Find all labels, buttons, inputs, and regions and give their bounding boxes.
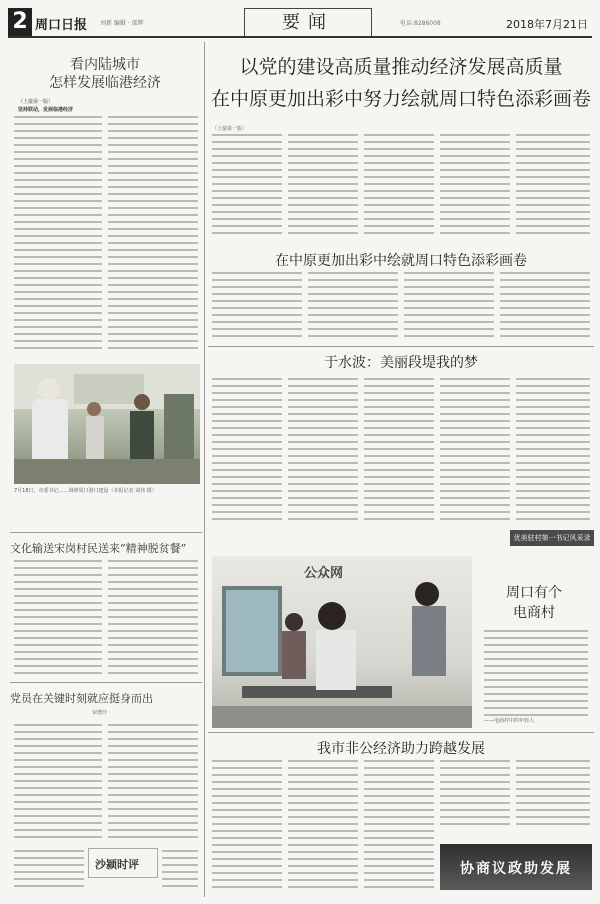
main-body-col4 — [440, 134, 510, 242]
ecommerce-body — [484, 630, 588, 720]
main-headline-1: 以党的建设高质量推动经济发展高质量 — [239, 56, 563, 78]
ecommerce-caption: ——电商村中的年轻人 — [484, 718, 535, 724]
article3-body-col2 — [108, 724, 198, 844]
editors-line: 刘新 编辑 · 邵辉 — [100, 20, 144, 27]
page-header — [8, 8, 592, 38]
article3-body-col1 — [14, 724, 102, 844]
article3-body-col3 — [14, 850, 84, 890]
article1-title-2: 怎样发展临港经济 — [49, 75, 161, 91]
bottom-banner-box — [440, 844, 592, 890]
bottom-banner-text: 协商议政助发展 — [460, 861, 572, 877]
feature2-title: 我市非公经济助力跨越发展 — [317, 741, 485, 757]
article3-title: 党员在关键时刻就应挺身而出 — [10, 692, 153, 705]
article3-body-col4 — [162, 850, 198, 890]
sub-body-col4 — [500, 272, 590, 342]
page-number: 2 — [8, 8, 32, 36]
subhead: 在中原更加出彩中绘就周口特色添彩画卷 — [275, 253, 527, 269]
feature1-title: 于水波：美丽段堤我的梦 — [324, 355, 478, 371]
article2-body-text — [14, 660, 198, 676]
main-intro: （上接第一版） — [212, 126, 248, 132]
column-banner: 优美驻村第一书记风采录 — [510, 530, 594, 546]
section-rule — [208, 346, 594, 347]
photo2-banner: 公众网 — [304, 566, 344, 581]
section-title: 要闻 — [244, 8, 372, 36]
feature1-body-col3 — [364, 378, 434, 528]
column-rule — [204, 42, 205, 897]
main-body-col3 — [364, 134, 434, 242]
paper-name: 周口日报 — [35, 18, 88, 33]
issue-date: 2018年7月21日 — [506, 18, 588, 31]
contact-line: 电话:8286008 — [400, 20, 441, 27]
feature2-body-col4 — [440, 760, 510, 830]
photo-ecommerce — [212, 556, 472, 728]
feature1-body-col2 — [288, 378, 358, 528]
main-headline-2: 在中原更加出彩中努力绘就周口特色添彩画卷 — [210, 88, 591, 110]
article1-subhead: 坚持联动，发展临港经济 — [18, 107, 74, 113]
article3-byline: 宋增玲 — [92, 710, 108, 716]
ecommerce-title-1: 周口有个 — [506, 585, 562, 601]
sub-body-col3 — [404, 272, 494, 342]
photo1-caption: 7月18日，市委书记……调研周口港口建设（本报记者 刘伟 摄） — [14, 488, 157, 494]
article1-body-text — [14, 300, 198, 340]
main-body-col1 — [212, 134, 282, 242]
section-rule — [10, 532, 202, 533]
column-logo — [88, 848, 158, 878]
article1-title-1: 看内陆城市 — [70, 57, 140, 73]
main-body-col2 — [288, 134, 358, 242]
feature2-body-col1 — [212, 760, 282, 896]
feature1-body-col5 — [516, 378, 590, 528]
feature1-body-col1 — [212, 378, 282, 528]
feature2-body-col5 — [516, 760, 590, 830]
article2-title: 文化输送宋岗村民送来“精神脱贫餐” — [10, 542, 187, 555]
feature1-body-col4 — [440, 378, 510, 528]
section-rule — [208, 732, 594, 733]
feature2-body-col2 — [288, 760, 358, 896]
sub-body-col1 — [212, 272, 302, 342]
photo-inspection — [14, 364, 200, 484]
sub-body-col2 — [308, 272, 398, 342]
section-rule — [10, 682, 202, 683]
ecommerce-title-2: 电商村 — [513, 605, 555, 621]
main-body-col5 — [516, 134, 590, 242]
feature2-body-col3 — [364, 760, 434, 896]
column-name: 沙颍时评 — [95, 858, 139, 871]
article1-continued: （上接第一版） — [18, 99, 54, 105]
